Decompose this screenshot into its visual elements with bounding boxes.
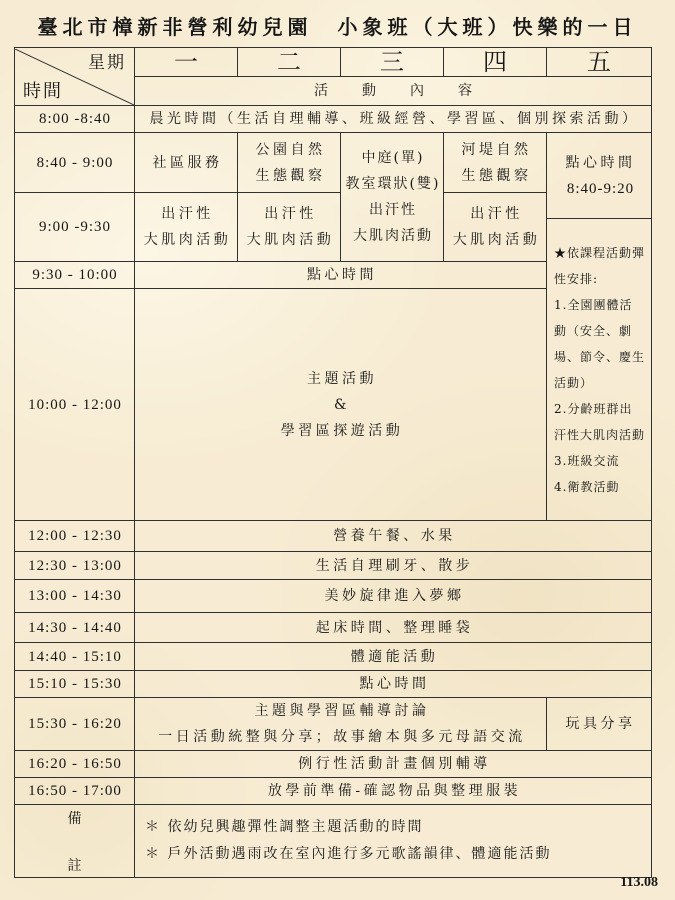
activity-mon-0900 bbox=[135, 193, 238, 262]
activity-dismissal: 放學前準備-確認物品與整理服裝 bbox=[135, 778, 652, 805]
activity-line: 生態觀察 bbox=[255, 167, 326, 184]
day-header-tue: 二 bbox=[238, 48, 341, 77]
weekday-label: 星期 bbox=[88, 52, 126, 73]
activity-nap: 美妙旋律進入夢鄉 bbox=[135, 580, 652, 613]
activity-mon-0840 bbox=[135, 133, 238, 193]
activity-line: & bbox=[334, 396, 350, 413]
activity-line: 主題與學習區輔導討論 bbox=[254, 703, 430, 719]
activity-selfcare: 生活自理刷牙、散步 bbox=[135, 552, 652, 580]
time-slot-1510: 15:10 - 15:30 bbox=[15, 671, 135, 698]
activity-time-range: 8:40-9:20 bbox=[566, 180, 635, 197]
flexible-item: 1.全園團體活動（安全、劇場、節令、慶生活動） bbox=[554, 297, 646, 390]
activity-tue-0840 bbox=[238, 133, 341, 193]
activity-line: 出汗性 bbox=[470, 206, 523, 222]
time-slot-1200: 12:00 - 12:30 bbox=[15, 521, 135, 552]
flexible-item: 2.分齡班群出汗性大肌肉活動 bbox=[554, 401, 646, 442]
activity-line: 點心時間 bbox=[565, 154, 636, 171]
page-title: 臺北市樟新非營利幼兒園 小象班（大班）快樂的一日 bbox=[37, 15, 638, 39]
activity-line: 一日活動統整與分享；故事繪本與多元母語交流 bbox=[158, 729, 526, 745]
activity-line: 學習區探遊活動 bbox=[280, 422, 404, 439]
activity-line: 教室環狀(雙) bbox=[345, 176, 441, 192]
activity-line: 出汗性 bbox=[161, 206, 214, 222]
activity-content-header: 活動內容 bbox=[135, 77, 652, 106]
time-slot-1000: 10:00 - 12:00 bbox=[15, 289, 135, 521]
time-slot-0800: 8:00 -8:40 bbox=[15, 106, 135, 133]
activity-theme bbox=[135, 289, 547, 521]
activity-morning: 晨光時間（生活自理輔導、班級經營、學習區、個別探索活動） bbox=[135, 106, 652, 133]
activity-line: 大肌肉活動 bbox=[143, 232, 232, 248]
activity-line: 社區服務 bbox=[152, 154, 223, 171]
time-slot-1650: 16:50 - 17:00 bbox=[15, 778, 135, 805]
day-header-thu: 四 bbox=[444, 48, 547, 77]
time-slot-1430: 14:30 - 14:40 bbox=[15, 613, 135, 643]
activity-line: 出汗性 bbox=[369, 202, 417, 218]
activity-line: 大肌肉活動 bbox=[353, 228, 433, 244]
time-slot-1440: 14:40 - 15:10 bbox=[15, 643, 135, 671]
activity-line: 公園自然 bbox=[255, 141, 326, 158]
activity-line: 河堤自然 bbox=[461, 141, 532, 158]
flexible-heading: ★依課程活動彈性安排: bbox=[554, 245, 646, 286]
activity-wed-0840 bbox=[341, 133, 444, 262]
header-corner-cell bbox=[15, 48, 135, 106]
activity-thu-0900 bbox=[444, 193, 547, 262]
activity-snack-am: 點心時間 bbox=[135, 262, 547, 289]
day-header-mon: 一 bbox=[135, 48, 238, 77]
activity-line: 大肌肉活動 bbox=[246, 232, 335, 248]
time-slot-1620: 16:20 - 16:50 bbox=[15, 751, 135, 778]
activity-line: 中庭(單) bbox=[361, 150, 425, 166]
time-slot-1300: 13:00 - 14:30 bbox=[15, 580, 135, 613]
activity-fri-snack bbox=[547, 133, 652, 219]
activity-wakeup: 起床時間、整理睡袋 bbox=[135, 613, 652, 643]
remarks-label-cell bbox=[15, 805, 135, 878]
time-slot-0840: 8:40 - 9:00 bbox=[15, 133, 135, 193]
flexible-item: 3.班級交流 bbox=[554, 453, 620, 468]
activity-lunch: 營養午餐、水果 bbox=[135, 521, 652, 552]
remarks-label: 備註 bbox=[67, 811, 82, 874]
activity-line: 主題活動 bbox=[307, 370, 377, 387]
activity-line: 生態觀察 bbox=[461, 167, 532, 184]
time-label: 時間 bbox=[23, 80, 63, 102]
time-slot-1530: 15:30 - 16:20 bbox=[15, 698, 135, 751]
fri-flexible-arrangement bbox=[547, 219, 652, 521]
activity-line: 出汗性 bbox=[264, 206, 317, 222]
time-slot-0900: 9:00 -9:30 bbox=[15, 193, 135, 262]
flexible-item: 4.衛教活動 bbox=[554, 479, 620, 494]
time-slot-1230: 12:30 - 13:00 bbox=[15, 552, 135, 580]
time-slot-0930: 9:30 - 10:00 bbox=[15, 262, 135, 289]
activity-discussion bbox=[135, 698, 547, 751]
day-header-wed: 三 bbox=[341, 48, 444, 77]
activity-fitness: 體適能活動 bbox=[135, 643, 652, 671]
remarks-content bbox=[135, 805, 652, 878]
activity-fri-toy-sharing: 玩具分享 bbox=[547, 698, 652, 751]
activity-routine: 例行性活動計畫個別輔導 bbox=[135, 751, 652, 778]
remark-item: ＊ 戶外活動遇雨改在室內進行多元歌謠韻律、體適能活動 bbox=[145, 846, 552, 862]
remark-item: ＊ 依幼兒興趣彈性調整主題活動的時間 bbox=[145, 819, 424, 835]
day-header-fri: 五 bbox=[547, 48, 652, 77]
document-version-code: 113.08 bbox=[620, 875, 658, 890]
activity-line: 大肌肉活動 bbox=[452, 232, 541, 248]
activity-tue-0900 bbox=[238, 193, 341, 262]
daily-schedule-table bbox=[14, 47, 652, 878]
activity-snack-pm: 點心時間 bbox=[135, 671, 652, 698]
activity-thu-0840 bbox=[444, 133, 547, 193]
